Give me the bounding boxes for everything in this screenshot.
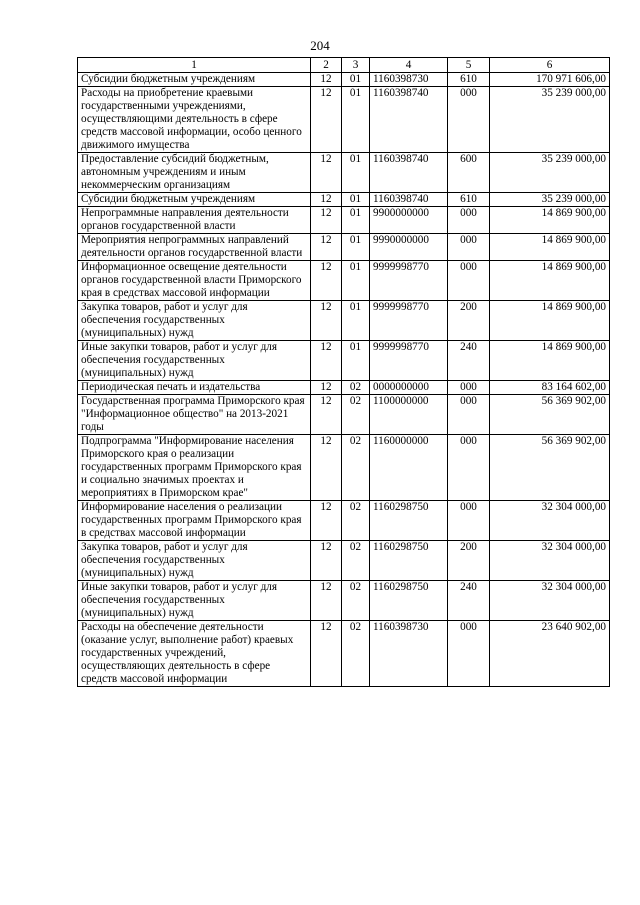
row-expense-type: 000 <box>448 501 490 541</box>
row-section: 01 <box>342 207 370 234</box>
table-header <box>78 58 610 73</box>
row-expense-type: 000 <box>448 395 490 435</box>
row-ved: 12 <box>311 395 342 435</box>
budget-table <box>77 57 610 687</box>
header-row <box>78 58 610 73</box>
header-col-6: 6 <box>490 58 610 73</box>
row-section: 01 <box>342 73 370 87</box>
row-name: Иные закупки товаров, работ и услуг для обеспечения государственных (муниципальных) нужд <box>78 341 311 381</box>
row-expense-type: 000 <box>448 381 490 395</box>
row-amount: 14 869 900,00 <box>490 207 610 234</box>
row-target-article: 9990000000 <box>370 234 448 261</box>
row-target-article: 9900000000 <box>370 207 448 234</box>
table-row <box>78 381 610 395</box>
row-amount: 32 304 000,00 <box>490 581 610 621</box>
row-section: 02 <box>342 621 370 687</box>
row-ved: 12 <box>311 435 342 501</box>
row-section: 01 <box>342 234 370 261</box>
row-amount: 32 304 000,00 <box>490 541 610 581</box>
row-section: 02 <box>342 381 370 395</box>
row-expense-type: 240 <box>448 341 490 381</box>
row-target-article: 1100000000 <box>370 395 448 435</box>
row-ved: 12 <box>311 234 342 261</box>
row-section: 01 <box>342 153 370 193</box>
table-row <box>78 234 610 261</box>
row-name: Иные закупки товаров, работ и услуг для обеспечения государственных (муниципальных) нужд <box>78 581 311 621</box>
row-ved: 12 <box>311 621 342 687</box>
row-target-article: 9999998770 <box>370 301 448 341</box>
row-expense-type: 240 <box>448 581 490 621</box>
row-section: 02 <box>342 395 370 435</box>
row-ved: 12 <box>311 193 342 207</box>
table-row <box>78 541 610 581</box>
row-expense-type: 610 <box>448 73 490 87</box>
row-name: Мероприятия непрограммных направлений деятельности органов государственной власти <box>78 234 311 261</box>
row-section: 02 <box>342 435 370 501</box>
row-ved: 12 <box>311 341 342 381</box>
table-row <box>78 207 610 234</box>
row-section: 02 <box>342 581 370 621</box>
row-target-article: 1160298750 <box>370 501 448 541</box>
row-target-article: 9999998770 <box>370 341 448 381</box>
row-ved: 12 <box>311 73 342 87</box>
table-row <box>78 261 610 301</box>
row-amount: 83 164 602,00 <box>490 381 610 395</box>
row-expense-type: 000 <box>448 261 490 301</box>
row-section: 01 <box>342 301 370 341</box>
row-name: Субсидии бюджетным учреждениям <box>78 193 311 207</box>
row-expense-type: 000 <box>448 435 490 501</box>
row-ved: 12 <box>311 301 342 341</box>
row-target-article: 1160398730 <box>370 621 448 687</box>
header-col-1: 1 <box>78 58 311 73</box>
row-name: Закупка товаров, работ и услуг для обеспечения государственных (муниципальных) нужд <box>78 541 311 581</box>
row-amount: 35 239 000,00 <box>490 193 610 207</box>
row-name: Периодическая печать и издательства <box>78 381 311 395</box>
table-body <box>78 73 610 687</box>
row-target-article: 1160398740 <box>370 193 448 207</box>
row-amount: 170 971 606,00 <box>490 73 610 87</box>
table-row <box>78 501 610 541</box>
row-name: Закупка товаров, работ и услуг для обеспечения государственных (муниципальных) нужд <box>78 301 311 341</box>
row-target-article: 1160398740 <box>370 87 448 153</box>
row-name: Предоставление субсидий бюджетным, автономным учреждениям и иным некоммерческим организациям <box>78 153 311 193</box>
row-amount: 35 239 000,00 <box>490 153 610 193</box>
row-name: Субсидии бюджетным учреждениям <box>78 73 311 87</box>
row-ved: 12 <box>311 381 342 395</box>
page-number: 204 <box>310 38 330 53</box>
table-row <box>78 301 610 341</box>
header-col-3: 3 <box>342 58 370 73</box>
row-expense-type: 610 <box>448 193 490 207</box>
row-name: Подпрограмма "Информирование населения Приморского края о реализации государственных программ Приморского края и социально значимых проектах и мероприятиях в Приморском крае" <box>78 435 311 501</box>
row-ved: 12 <box>311 87 342 153</box>
row-target-article: 0000000000 <box>370 381 448 395</box>
row-target-article: 1160000000 <box>370 435 448 501</box>
row-amount: 35 239 000,00 <box>490 87 610 153</box>
table-row <box>78 621 610 687</box>
row-target-article: 1160298750 <box>370 581 448 621</box>
row-section: 02 <box>342 541 370 581</box>
row-section: 01 <box>342 341 370 381</box>
table-row <box>78 153 610 193</box>
row-name: Непрограммные направления деятельности органов государственной власти <box>78 207 311 234</box>
row-amount: 32 304 000,00 <box>490 501 610 541</box>
table-row <box>78 87 610 153</box>
row-expense-type: 000 <box>448 87 490 153</box>
row-ved: 12 <box>311 207 342 234</box>
table-row <box>78 435 610 501</box>
row-expense-type: 000 <box>448 234 490 261</box>
row-section: 01 <box>342 261 370 301</box>
row-section: 02 <box>342 501 370 541</box>
row-amount: 56 369 902,00 <box>490 435 610 501</box>
row-ved: 12 <box>311 541 342 581</box>
row-expense-type: 200 <box>448 541 490 581</box>
table-row <box>78 341 610 381</box>
table-row <box>78 581 610 621</box>
row-ved: 12 <box>311 153 342 193</box>
row-target-article: 9999998770 <box>370 261 448 301</box>
row-amount: 14 869 900,00 <box>490 341 610 381</box>
table-row <box>78 193 610 207</box>
header-col-4: 4 <box>370 58 448 73</box>
row-name: Информирование населения о реализации государственных программ Приморского края в средствах массовой информации <box>78 501 311 541</box>
row-name: Расходы на приобретение краевыми государственными учреждениями, осуществляющими деятельность в сфере средств массовой информации, особо ценного движимого имущества <box>78 87 311 153</box>
row-ved: 12 <box>311 261 342 301</box>
header-col-5: 5 <box>448 58 490 73</box>
row-target-article: 1160398740 <box>370 153 448 193</box>
row-target-article: 1160398730 <box>370 73 448 87</box>
row-amount: 14 869 900,00 <box>490 301 610 341</box>
row-amount: 23 640 902,00 <box>490 621 610 687</box>
table-row <box>78 395 610 435</box>
row-amount: 14 869 900,00 <box>490 234 610 261</box>
row-ved: 12 <box>311 501 342 541</box>
row-amount: 56 369 902,00 <box>490 395 610 435</box>
row-name: Расходы на обеспечение деятельности (оказание услуг, выполнение работ) краевых государственных учреждений, осуществляющих деятельность в сфере средств массовой информации <box>78 621 311 687</box>
table-row <box>78 73 610 87</box>
row-expense-type: 000 <box>448 621 490 687</box>
row-expense-type: 000 <box>448 207 490 234</box>
row-name: Информационное освещение деятельности органов государственной власти Приморского края в средствах массовой информации <box>78 261 311 301</box>
row-ved: 12 <box>311 581 342 621</box>
row-expense-type: 600 <box>448 153 490 193</box>
row-section: 01 <box>342 193 370 207</box>
row-amount: 14 869 900,00 <box>490 261 610 301</box>
row-target-article: 1160298750 <box>370 541 448 581</box>
row-name: Государственная программа Приморского края "Информационное общество" на 2013-2021 годы <box>78 395 311 435</box>
row-section: 01 <box>342 87 370 153</box>
row-expense-type: 200 <box>448 301 490 341</box>
header-col-2: 2 <box>311 58 342 73</box>
